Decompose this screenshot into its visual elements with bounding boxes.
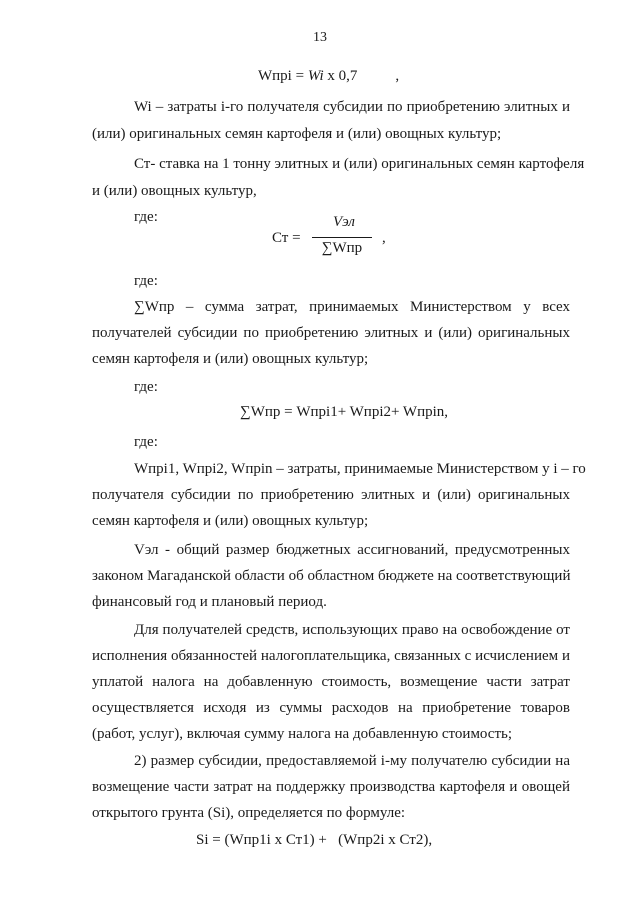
para-wpri-line3: семян картофеля и (или) овощных культур; [92,513,369,529]
para-vel-line1: Vэл - общий размер бюджетных ассигнований, предусмотренных [134,542,570,558]
para-sumwpr-line1: ∑Wпр – сумма затрат, принимаемых Министерством у всех [134,299,570,315]
where-label: где: [134,379,158,395]
para-vat-line4: осуществляется исходя из суммы расходов на приобретение товаров [92,700,570,716]
para-vat-line1: Для получателей средств, использующих право на освобождение от [134,622,570,638]
para-si-line2: возмещение части затрат на поддержку производства картофеля и овощей [92,779,570,795]
para-st-line1: Ст- ставка на 1 тонну элитных и (или) оригинальных семян картофеля [134,156,585,172]
where-label: где: [134,209,158,225]
page-number: 13 [313,30,327,45]
para-wpri-line1: Wпрi1, Wпрi2, Wпрin – затраты, принимаемые Министерством у i – го [134,461,586,477]
para-sumwpr-line2: получателей субсидии по приобретению элитных и (или) оригинальных [92,325,570,341]
para-st-line2: и (или) овощных культур, [92,183,257,199]
para-si-line3: открытого грунта (Si), определяется по формуле: [92,805,406,821]
formula-st-comma: , [382,230,386,246]
fraction-bar [312,237,372,238]
formula-st-fraction [268,214,388,264]
formula-st-denominator: ∑Wпр [321,240,363,256]
para-si-line1: 2) размер субсидии, предоставляемой i-му получателю субсидии на [134,753,570,769]
formula-wpri: Wпрi = Wi x 0,7 , [258,68,400,84]
para-vat-line2: исполнения обязанностей налогоплательщика, связанных с исчислением и [92,648,570,664]
where-label: где: [134,434,158,450]
formula-sumwpr: ∑Wпр = Wпрi1+ Wпрi2+ Wпрin, [240,404,449,420]
para-wi-line1: Wi – затраты i-го получателя субсидии по приобретению элитных и [134,99,570,115]
para-vat-line5: (работ, услуг), включая сумму налога на добавленную стоимость; [92,726,513,742]
para-wi-line2: (или) оригинальных семян картофеля и (или) овощных культур; [92,126,502,142]
para-vel-line3: финансовый год и плановый период. [92,594,327,610]
formula-st-prefix: Ст = [272,230,301,246]
formula-si: Si = (Wпр1i x Ст1) + (Wпр2i x Ст2), [196,832,433,848]
formula-st-numerator: Vэл [333,214,355,230]
where-label: где: [134,273,158,289]
para-sumwpr-line3: семян картофеля и (или) овощных культур; [92,351,369,367]
para-wpri-line2: получателя субсидии по приобретению элитных и (или) оригинальных [92,487,570,503]
para-vel-line2: законом Магаданской области об областном бюджете на соответствующий [92,568,571,584]
para-vat-line3: уплатой налога на добавленную стоимость, возмещение части затрат [92,674,570,690]
